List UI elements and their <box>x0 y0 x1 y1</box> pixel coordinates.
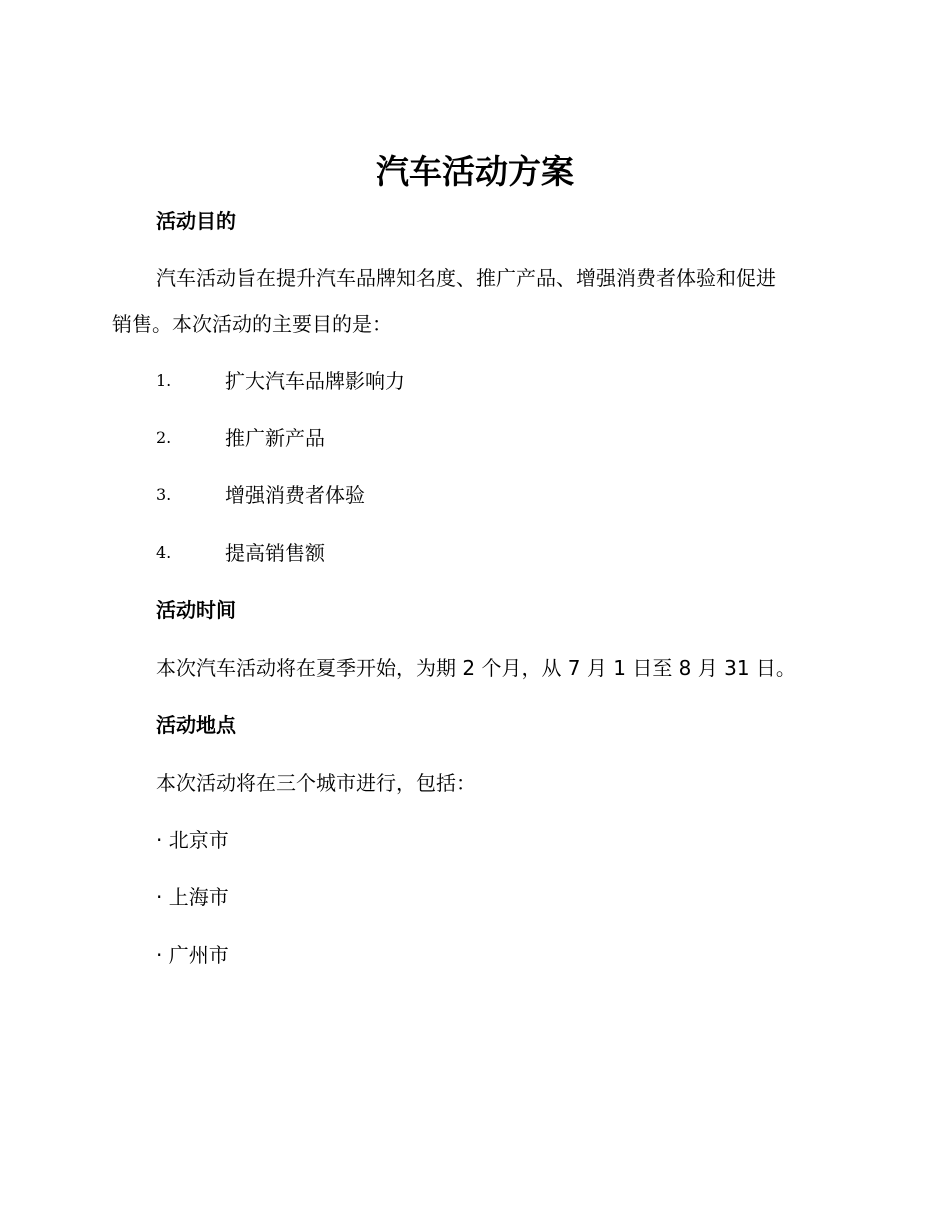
purpose-intro-line-2: 销售。本次活动的主要目的是： <box>112 312 392 336</box>
bullet-item: · 北京市 <box>156 828 229 852</box>
section-heading-location: 活动地点 <box>156 713 236 737</box>
list-number: 4. <box>156 543 172 562</box>
bullet-item: · 上海市 <box>156 885 229 909</box>
list-number: 3. <box>156 485 172 504</box>
list-item: 增强消费者体验 <box>225 483 365 507</box>
section-heading-time: 活动时间 <box>156 598 236 622</box>
list-item: 推广新产品 <box>225 426 325 450</box>
time-paragraph: 本次汽车活动将在夏季开始，为期 2 个月，从 7 月 1 日至 8 月 31 日。 <box>156 656 796 680</box>
document-title: 汽车活动方案 <box>376 152 574 191</box>
location-paragraph: 本次活动将在三个城市进行，包括： <box>156 771 476 795</box>
list-item: 扩大汽车品牌影响力 <box>225 369 405 393</box>
list-number: 2. <box>156 428 172 447</box>
section-heading-purpose: 活动目的 <box>156 209 236 233</box>
purpose-intro-line-1: 汽车活动旨在提升汽车品牌知名度、推广产品、增强消费者体验和促进 <box>156 266 776 290</box>
bullet-item: · 广州市 <box>156 943 229 967</box>
list-number: 1. <box>156 371 172 390</box>
list-item: 提高销售额 <box>225 541 325 565</box>
